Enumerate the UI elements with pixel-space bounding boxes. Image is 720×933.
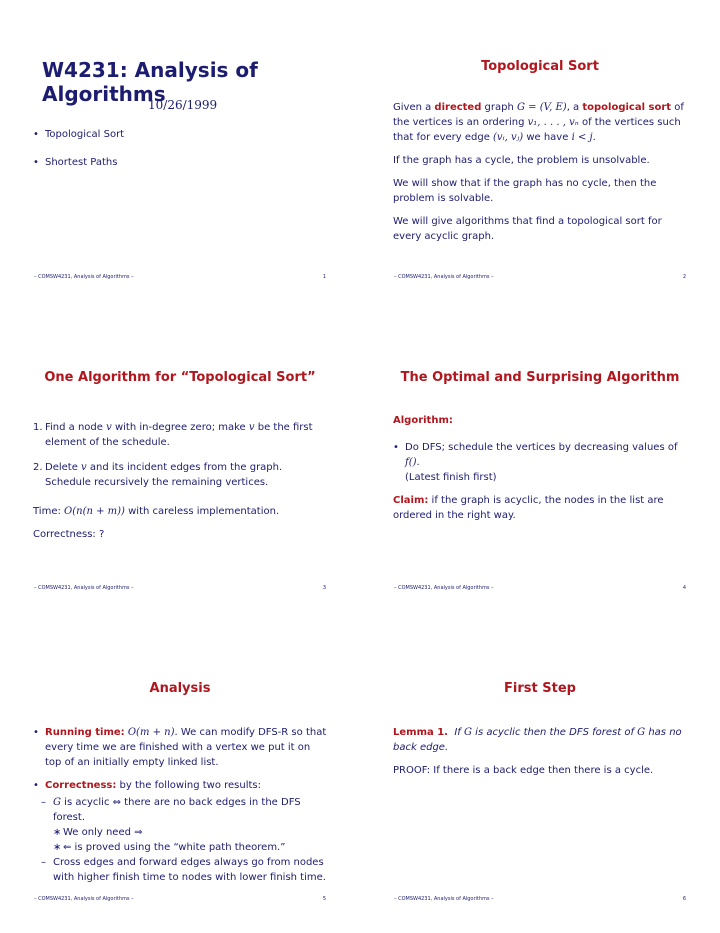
slide-title: First Step (504, 681, 576, 696)
slide-date: 10/26/1999 (148, 98, 218, 112)
footer-course: – COMSW4231, Analysis of Algorithms – (34, 274, 134, 280)
page-number: 5 (322, 896, 326, 902)
list-item: 1. Find a node v with in-degree zero; make v be the first element of the schedule. (33, 422, 313, 448)
sub-sub-item: ∗ ⇐ is proved using the “white path theorem.” (33, 840, 327, 855)
paragraph: We will give algorithms that find a topological sort for every acyclic graph. (393, 216, 662, 242)
footer-course: – COMSW4231, Analysis of Algorithms – (394, 274, 494, 280)
page-number: 4 (682, 585, 686, 591)
slide-title: One Algorithm for “Topological Sort” (44, 370, 316, 385)
sub-item: – Cross edges and forward edges always go from nodes with higher finish time to nodes with lower finish time. (33, 855, 327, 885)
correctness: Correctness: ? (33, 529, 105, 540)
slide-footer (34, 274, 326, 280)
page-number: 3 (322, 585, 326, 591)
list-item: • Running time: O(m + n). We can modify DFS-R so that every time we are finished with a vertex we put it on top of an initially empty linked list. (33, 725, 327, 770)
paragraph: If the graph has a cycle, the problem is unsolvable. (393, 155, 650, 166)
page-number: 6 (682, 896, 686, 902)
sub-item: – G is acyclic ⇔ there are no back edges in the DFS forest. (33, 795, 327, 825)
list-item: • Correctness: by the following two results: (33, 778, 327, 793)
slide-title: Topological Sort (481, 59, 599, 74)
list-item: 2. Delete v and its incident edges from the graph. Schedule recursively the remaining vertices. (33, 462, 283, 488)
definition-paragraph: Given a directed graph G = (V, E), a topological sort of the vertices is an ordering v₁, . . . , vₙ of the vertices such that for every edge (vᵢ, vⱼ) we have i < j. (393, 102, 684, 143)
time-complexity: Time: O(n(n + m)) with careless implementation. (33, 506, 280, 517)
slide-footer (34, 585, 326, 591)
slide-footer (394, 896, 686, 902)
slide-4 (360, 311, 720, 622)
page-number: 2 (682, 274, 686, 280)
algorithm-label: Algorithm: (393, 415, 453, 426)
slide-title: Analysis (149, 681, 211, 696)
slide-footer (394, 274, 686, 280)
list-item: • Topological Sort (33, 127, 327, 142)
claim: Claim: if the graph is acyclic, the nodes in the list are ordered in the right way. (393, 495, 664, 521)
footer-course: – COMSW4231, Analysis of Algorithms – (34, 896, 134, 902)
paragraph: We will show that if the graph has no cycle, then the problem is solvable. (393, 178, 657, 204)
sub-sub-item: ∗ We only need ⇒ (33, 825, 327, 840)
lemma: Lemma 1. If G is acyclic then the DFS forest of G has no back edge. (393, 727, 682, 753)
list-item: • Do DFS; schedule the vertices by decreasing values of f(). (Latest finish first) (393, 440, 687, 485)
list-item: • Shortest Paths (33, 155, 327, 170)
slide-6 (360, 622, 720, 933)
proof: PROOF: If there is a back edge then there is a cycle. (393, 765, 654, 776)
slide-1 (0, 0, 360, 311)
slide-title: The Optimal and Surprising Algorithm (400, 370, 680, 385)
slide-2 (360, 0, 720, 311)
slide-footer (394, 585, 686, 591)
footer-course: – COMSW4231, Analysis of Algorithms – (34, 585, 134, 591)
slide-title: W4231: Analysis of Algorithms (42, 58, 258, 106)
slide-footer (34, 896, 326, 902)
page-number: 1 (322, 274, 326, 280)
footer-course: – COMSW4231, Analysis of Algorithms – (394, 896, 494, 902)
footer-course: – COMSW4231, Analysis of Algorithms – (394, 585, 494, 591)
slide-5 (0, 622, 360, 933)
slide-3 (0, 311, 360, 622)
